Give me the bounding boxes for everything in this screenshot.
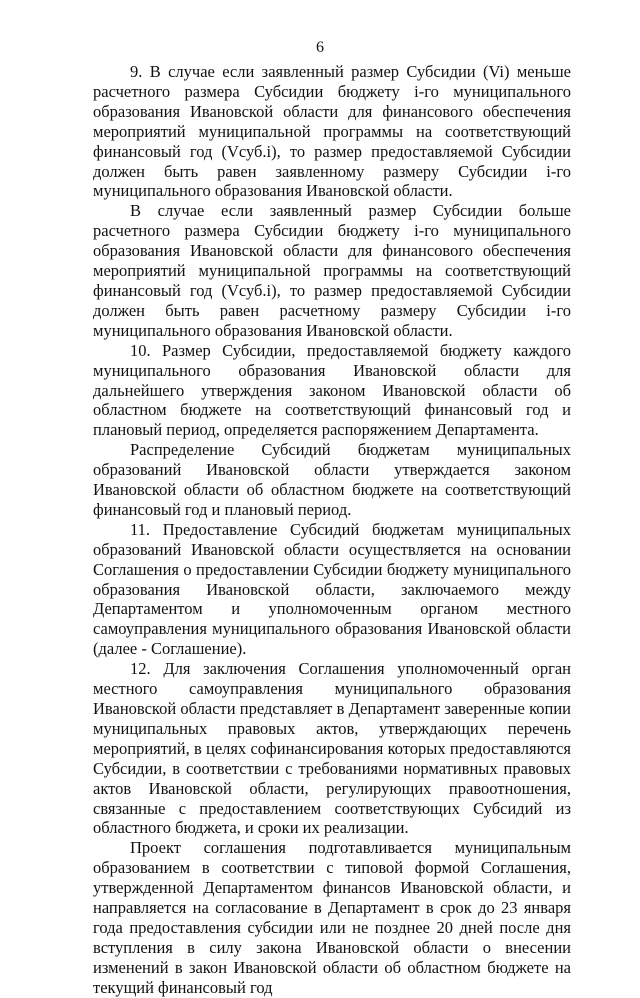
paragraph-10-continued: Распределение Субсидий бюджетам муниципальных образований Ивановской области утверждается законом Ивановской области об областном бюджете на соответствующий финансовый год и плановый период. (93, 440, 571, 519)
paragraph-12: 12. Для заключения Соглашения уполномоченный орган местного самоуправления муниципального образования Ивановской области представляет в Департамент заверенные копии муниципальных правовых актов, утверждающих перечень мероприятий, в целях софинансирования которых предоставляются Субсидии, в соответствии с требованиями нормативных правовых актов Ивановской области, регулирующих правоотношения, связанные с предоставлением соответствующих Субсидий из областного бюджета, и сроки их реализации. (93, 659, 571, 838)
paragraph-12-continued: Проект соглашения подготавливается муниципальным образованием в соответствии с типовой формой Соглашения, утвержденной Департаментом финансов Ивановской области, и направляется на согласование в Департамент в срок до 23 января года предоставления субсидии или не позднее 20 дней после дня вступления в силу закона Ивановской области о внесении изменений в закон Ивановской области об областном бюджете на текущий финансовый год (93, 838, 571, 997)
document-body (93, 62, 571, 998)
paragraph-9-continued: В случае если заявленный размер Субсидии больше расчетного размера Субсидии бюджету i-го муниципального образования Ивановской области для финансового обеспечения мероприятий муниципальной программы на соответствующий финансовый год (Vсуб.i), то размер предоставляемой Субсидии должен быть равен расчетному размеру Субсидии i-го муниципального образования Ивановской области. (93, 201, 571, 340)
paragraph-9: 9. В случае если заявленный размер Субсидии (Vi) меньше расчетного размера Субсидии бюджету i-го муниципального образования Ивановской области для финансового обеспечения мероприятий муниципальной программы на соответствующий финансовый год (Vсуб.i), то размер предоставляемой Субсидии должен быть равен заявленному размеру Субсидии i-го муниципального образования Ивановской области. (93, 62, 571, 201)
paragraph-11: 11. Предоставление Субсидий бюджетам муниципальных образований Ивановской области осуществляется на основании Соглашения о предоставлении Субсидии бюджету муниципального образования Ивановской области, заключаемого между Департаментом и уполномоченным органом местного самоуправления муниципального образования Ивановской области (далее - Соглашение). (93, 519, 571, 659)
page-number: 6 (316, 39, 324, 56)
paragraph-10: 10. Размер Субсидии, предоставляемой бюджету каждого муниципального образования Ивановской области для дальнейшего утверждения законом Ивановской области об областном бюджете на соответствующий финансовый год и плановый период, определяется распоряжением Департамента. (93, 340, 571, 440)
